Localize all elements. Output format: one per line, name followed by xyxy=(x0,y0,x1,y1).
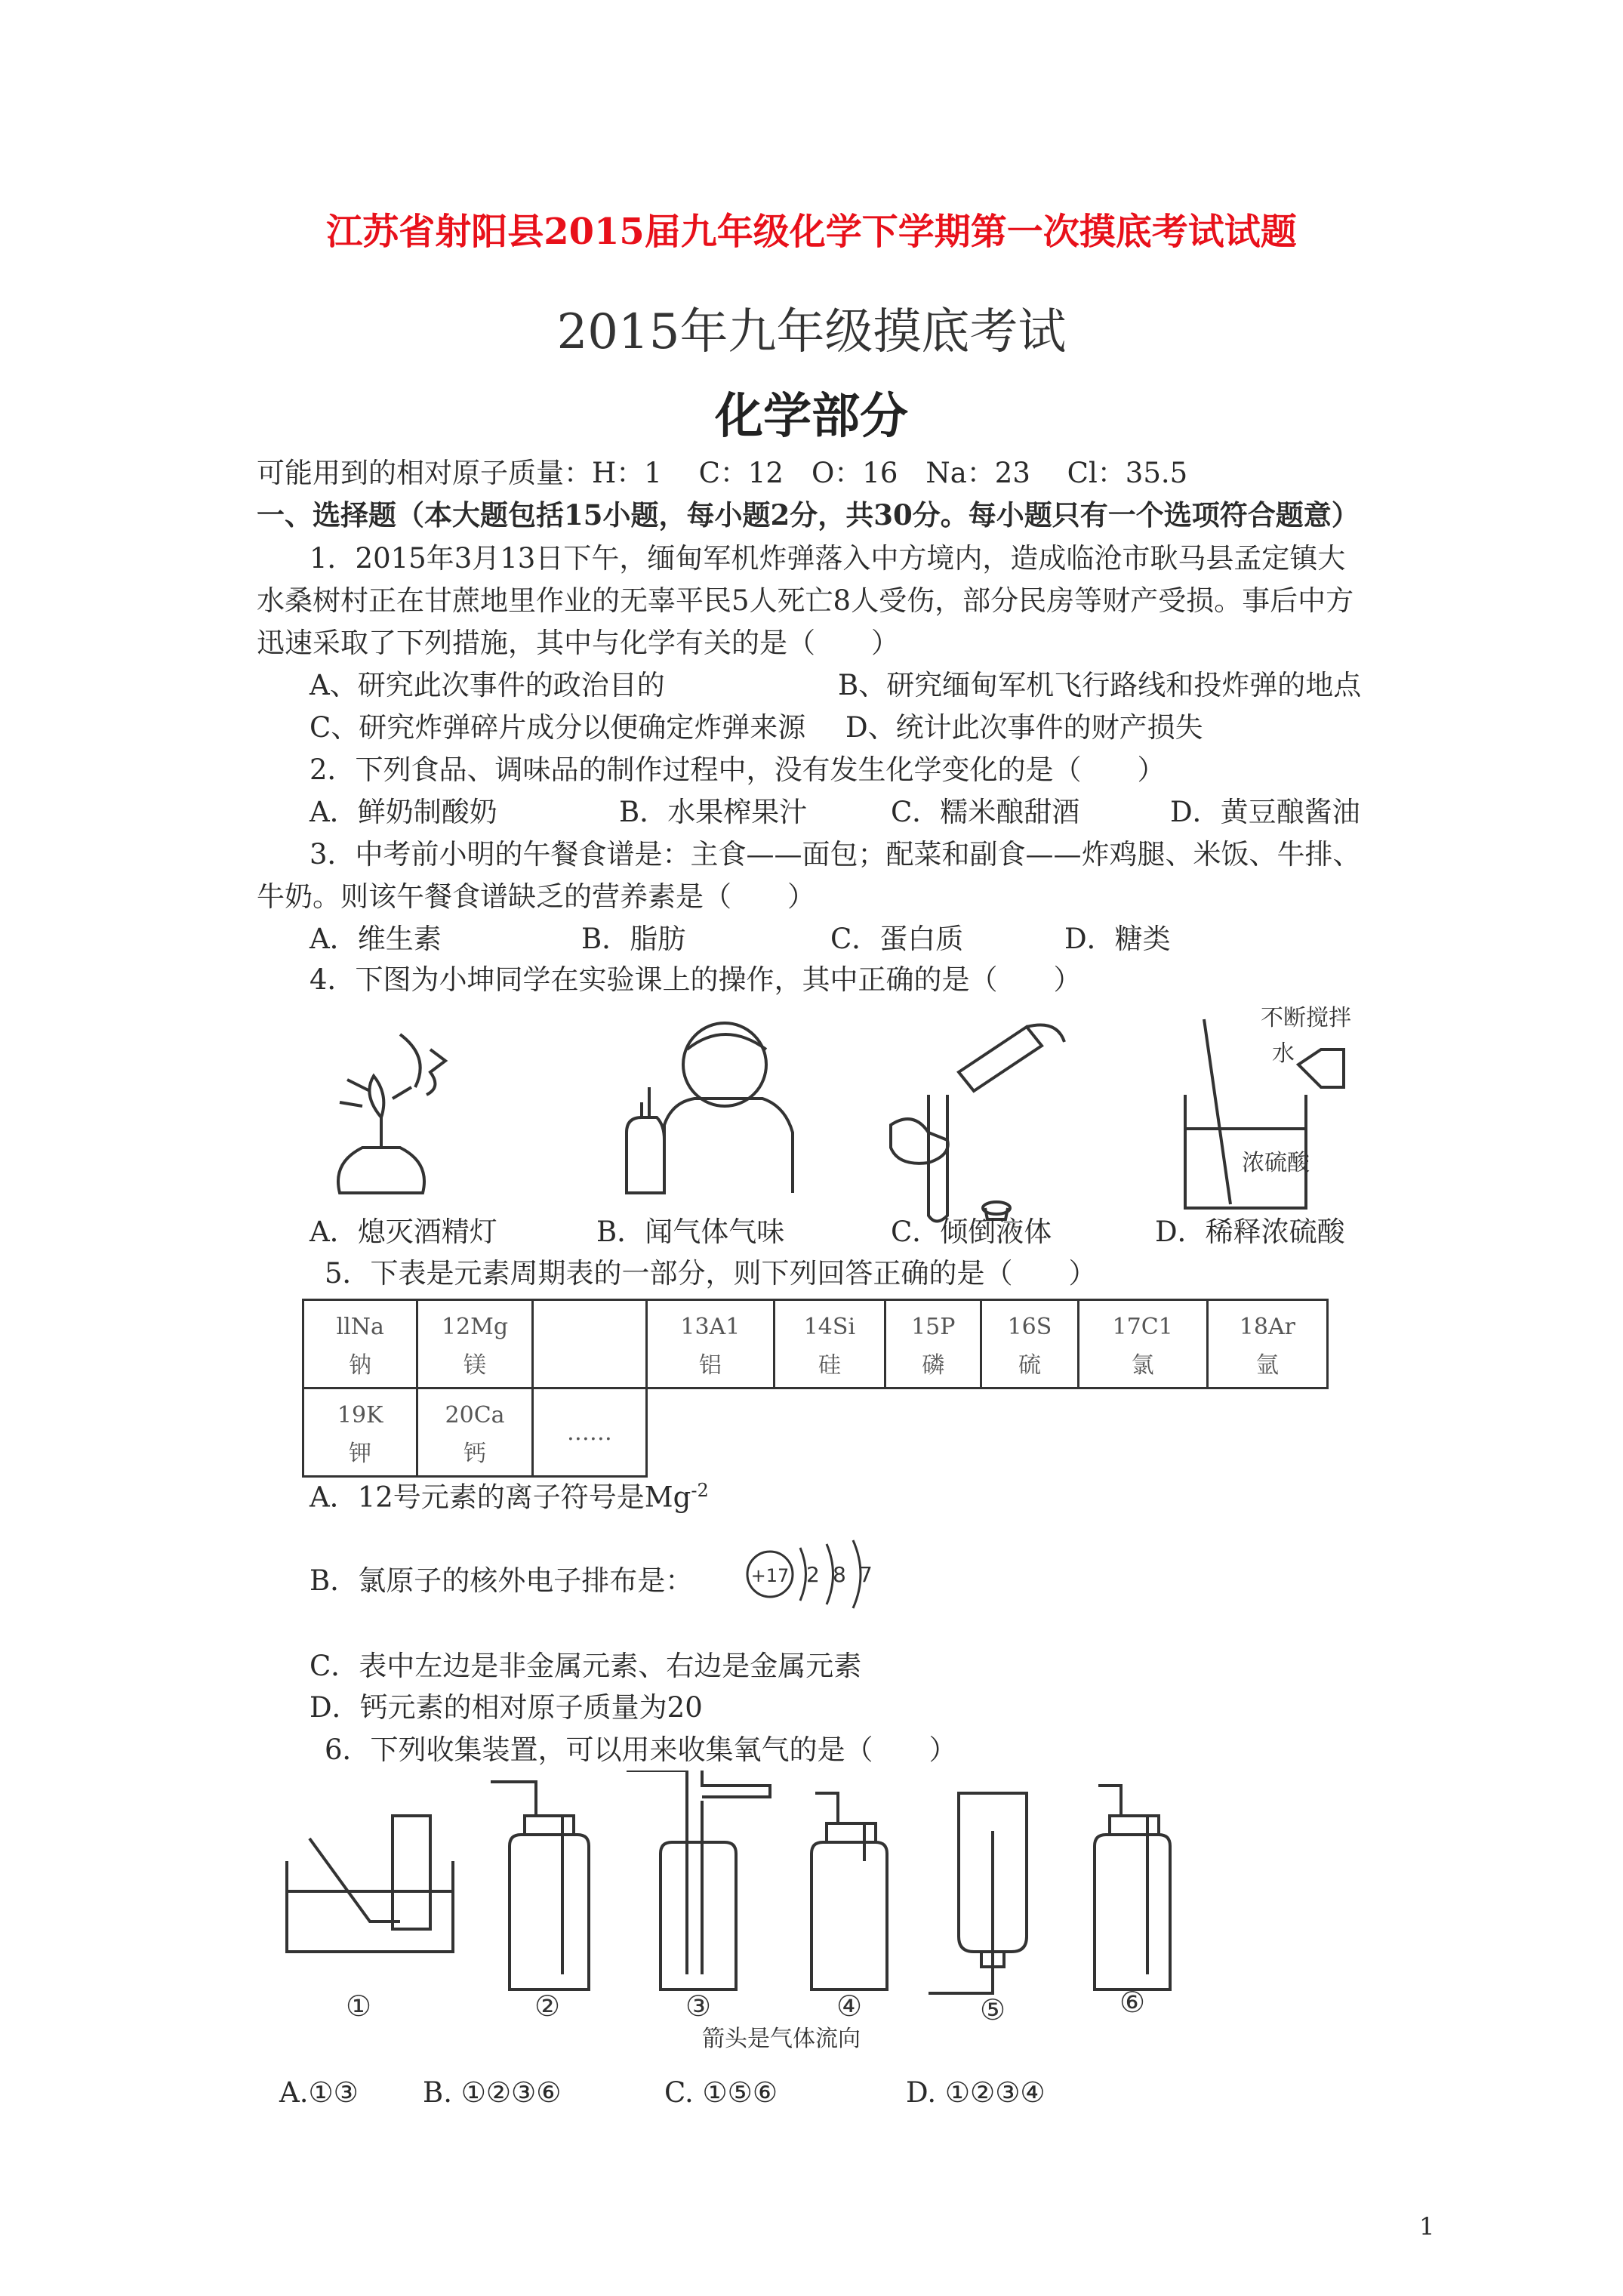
q5-option-c: C．表中左边是非金属元素、右边是金属元素 xyxy=(310,1650,862,1682)
apparatus-2 xyxy=(510,1835,589,1989)
q1-option-c: C、研究炸弹碎片成分以便确定炸弹来源 xyxy=(310,711,806,744)
element-cell-p: 15P 磷 xyxy=(885,1300,981,1388)
q4-stem: 4．下图为小坤同学在实验课上的操作，其中正确的是（ ） xyxy=(310,963,1082,996)
svg-text:8: 8 xyxy=(833,1562,846,1587)
q2-option-b: B．水果榨果汁 xyxy=(619,796,808,828)
apparatus-4 xyxy=(812,1842,887,1989)
element-cell-cl: 17C1 氯 xyxy=(1078,1300,1207,1388)
pour-liquid-figure xyxy=(891,1025,1064,1222)
q5-stem: 5．下表是元素周期表的一部分，则下列回答正确的是（ ） xyxy=(325,1257,1097,1290)
q3-option-c: C．蛋白质 xyxy=(830,923,964,955)
element-cell-na: llNa 钠 xyxy=(303,1300,417,1388)
periodic-table-left xyxy=(302,1299,648,1478)
dilute-acid-figure xyxy=(1185,1019,1344,1208)
q6-option-a: A.①③ xyxy=(279,2076,359,2109)
element-cell-s: 16S 硫 xyxy=(981,1300,1078,1388)
svg-text:①: ① xyxy=(345,1989,372,2023)
q2-option-d: D．黄豆酿酱油 xyxy=(1170,796,1360,828)
svg-text:④: ④ xyxy=(836,1989,863,2023)
q1-option-d: D、统计此次事件的财产损失 xyxy=(845,711,1203,744)
q3-line-1: 3．中考前小明的午餐食谱是：主食——面包；配菜和副食——炸鸡腿、米饭、牛排、 xyxy=(310,838,1361,871)
apparatus-3 xyxy=(661,1842,736,1989)
q6-option-c: C. ①⑤⑥ xyxy=(664,2076,778,2109)
fig-label-water: 水 xyxy=(1272,1040,1295,1067)
svg-text:②: ② xyxy=(534,1989,561,2023)
svg-text:③: ③ xyxy=(685,1989,712,2023)
document-title: 江苏省射阳县2015届九年级化学下学期第一次摸底考试试题 xyxy=(326,211,1297,253)
section-heading: 一、选择题（本大题包括15小题，每小题2分，共30分。每小题只有一个选项符合题意） xyxy=(257,498,1360,532)
element-cell-al: 13A1 铝 xyxy=(647,1300,775,1388)
q6-apparatus-figures xyxy=(279,1771,1185,2050)
q4-option-c: C．倾倒液体 xyxy=(891,1216,1052,1248)
q1-option-a: A、研究此次事件的政治目的 xyxy=(310,669,665,701)
q6-option-b: B. ①②③⑥ xyxy=(423,2076,562,2109)
fig-label-acid: 浓硫酸 xyxy=(1242,1150,1310,1176)
q2-stem: 2．下列食品、调味品的制作过程中，没有发生化学变化的是（ ） xyxy=(310,754,1166,786)
page-number: 1 xyxy=(1419,2212,1435,2241)
q5-option-d: D．钙元素的相对原子质量为20 xyxy=(310,1691,703,1724)
smell-gas-figure xyxy=(627,1023,793,1193)
q4-option-b: B．闻气体气味 xyxy=(596,1216,785,1248)
q2-option-c: C．糯米酿甜酒 xyxy=(891,796,1080,828)
svg-text:+17: +17 xyxy=(750,1565,790,1586)
ellipsis-cell: …… xyxy=(532,1388,646,1477)
fig-label-stir: 不断搅拌 xyxy=(1261,1005,1351,1031)
apparatus-6 xyxy=(1095,1835,1170,1989)
alcohol-lamp-blow-figure xyxy=(338,1034,445,1193)
q6-caption: 箭头是气体流向 xyxy=(702,2026,861,2050)
q3-line-2: 牛奶。则该午餐食谱缺乏的营养素是（ ） xyxy=(257,880,815,913)
element-cell-k: 19K 钾 xyxy=(303,1388,417,1477)
svg-text:2: 2 xyxy=(806,1562,820,1587)
blank-cell xyxy=(532,1300,646,1388)
q4-option-d: D．稀释浓硫酸 xyxy=(1155,1216,1345,1248)
q4-figures xyxy=(317,1004,1359,1231)
svg-text:⑤: ⑤ xyxy=(979,1993,1006,2026)
element-cell-ca: 20Ca 钙 xyxy=(417,1388,532,1477)
exam-title: 2015年九年级摸底考试 xyxy=(556,304,1067,360)
element-cell-si: 14Si 硅 xyxy=(774,1300,885,1388)
q1-line-1: 1．2015年3月13日下午，缅甸军机炸弹落入中方境内，造成临沧市耿马县孟定镇大 xyxy=(310,542,1346,575)
q1-line-3: 迅速采取了下列措施，其中与化学有关的是（ ） xyxy=(257,627,899,659)
element-cell-mg: 12Mg 镁 xyxy=(417,1300,532,1388)
apparatus-1 xyxy=(287,1861,453,1952)
q6-option-d: D. ①②③④ xyxy=(906,2076,1046,2109)
svg-text:⑥: ⑥ xyxy=(1119,1986,1146,2019)
atomic-masses: 可能用到的相对原子质量：H：1 C：12 O：16 Na：23 Cl：35.5 xyxy=(257,457,1188,489)
chlorine-electron-diagram xyxy=(740,1533,891,1616)
q2-option-a: A．鲜奶制酸奶 xyxy=(310,796,497,828)
element-cell-ar: 18Ar 氩 xyxy=(1207,1300,1327,1388)
svg-text:7: 7 xyxy=(859,1562,873,1587)
q5-option-a: A．12号元素的离子符号是$Mg^{-2}$ xyxy=(310,1480,709,1514)
q3-option-b: B．脂肪 xyxy=(581,923,686,955)
q5-option-b: B．氯原子的核外电子排布是： xyxy=(310,1564,694,1597)
q3-option-d: D．糖类 xyxy=(1064,923,1171,955)
q6-stem: 6．下列收集装置，可以用来收集氧气的是（ ） xyxy=(325,1734,957,1766)
q3-option-a: A．维生素 xyxy=(310,923,442,955)
q4-option-a: A．熄灭酒精灯 xyxy=(310,1216,497,1248)
q1-line-2: 水桑树村正在甘蔗地里作业的无辜平民5人死亡8人受伤，部分民房等财产受损。事后中方 xyxy=(257,584,1354,617)
part-title: 化学部分 xyxy=(715,388,908,445)
q1-option-b: B、研究缅甸军机飞行路线和投炸弹的地点 xyxy=(838,669,1362,701)
periodic-table-right xyxy=(645,1299,1329,1389)
